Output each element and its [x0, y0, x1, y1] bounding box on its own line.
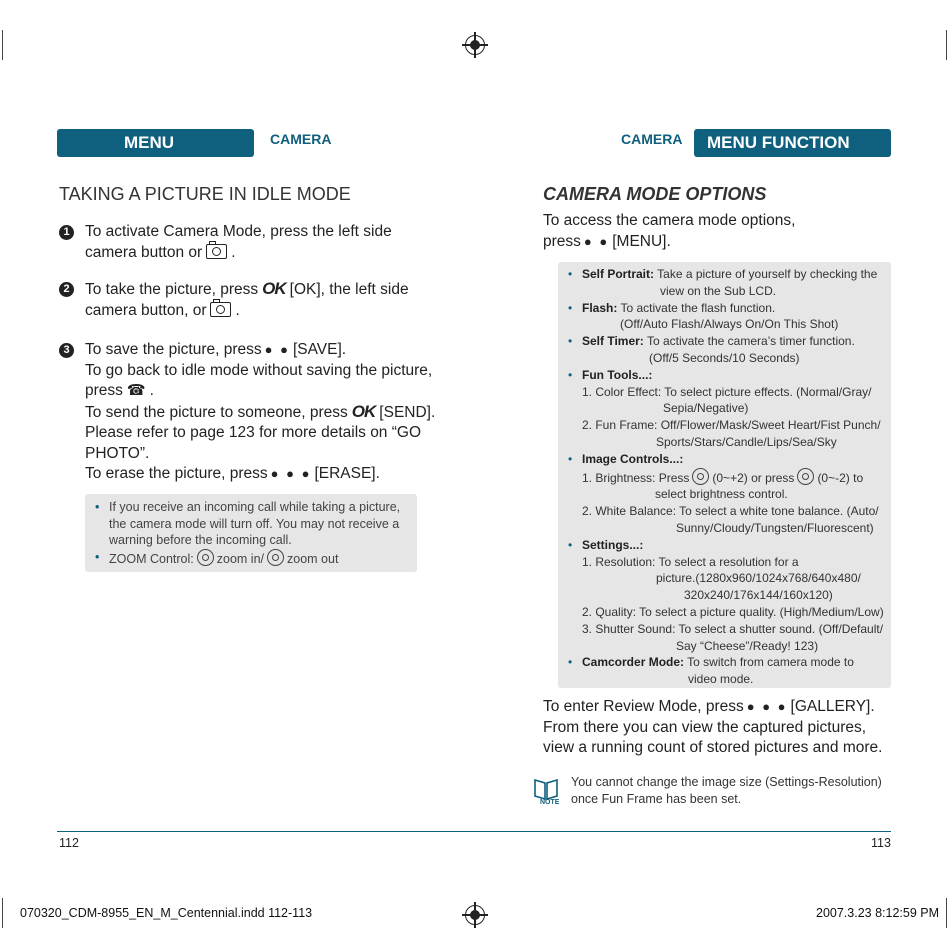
- step-3-line-7-text: To erase the picture, press: [85, 465, 268, 482]
- step-3-line-5: Please refer to page 123 for more details on “GO: [85, 424, 422, 441]
- fun-tools-label: Fun Tools...:: [582, 367, 653, 382]
- option-fun-tools: • Fun Tools...:: [568, 367, 653, 382]
- crop-mark-left-bottom: [2, 898, 3, 928]
- right-menu-function-label: MENU FUNCTION: [707, 133, 850, 152]
- img-white-balance: 2. White Balance: To select a white tone balance. (Auto/: [582, 504, 879, 519]
- ok-key-icon: OK: [351, 401, 376, 421]
- zoom-out-label: zoom out: [287, 551, 339, 566]
- registration-mark-bottom: [465, 905, 485, 925]
- right-intro: [543, 211, 795, 252]
- review-line-2: From there you can view the captured pictures,: [543, 718, 867, 736]
- flash-desc: To activate the flash function.: [620, 300, 776, 315]
- step-3-line-3-text: press: [85, 382, 123, 399]
- step-3-line-1-text: To save the picture, press: [85, 341, 262, 358]
- save-label: [SAVE].: [292, 341, 347, 358]
- step-2-line-2-text: camera button, or: [85, 301, 207, 319]
- set-resolution-3: 320x240/176x144/160x120): [684, 588, 833, 603]
- step-2-line-1: [85, 279, 409, 301]
- fun-frame-2: Sports/Stars/Candle/Lips/Sea/Sky: [656, 434, 837, 449]
- note-bullet-zoom: [95, 549, 407, 568]
- brightness-text-3: (0~-2) to: [817, 470, 864, 485]
- review-line-3: view a running count of stored pictures and more.: [543, 739, 883, 756]
- zoom-control-label: ZOOM Control:: [109, 551, 194, 566]
- three-dot-key-icon: ● ● ●: [746, 699, 788, 714]
- step-1-text: [85, 222, 392, 263]
- flash-label: Flash:: [582, 300, 618, 315]
- set-resolution-2: picture.(1280x960/1024x768/640x480/: [656, 571, 861, 586]
- right-camera-tag: CAMERA: [621, 131, 683, 147]
- step-1-line-2: [85, 243, 392, 264]
- slug-file-info: 070320_CDM-8955_EN_M_Centennial.indd 112-113: [20, 906, 313, 920]
- crop-mark-right-bottom: [946, 898, 947, 928]
- right-note-text: [571, 774, 882, 808]
- camera-options-box: [558, 262, 891, 688]
- step-3-line-4: [85, 402, 435, 424]
- brightness-text: 1. Brightness: Press: [582, 470, 690, 485]
- option-flash: • Flash: To activate the flash function.: [568, 300, 776, 315]
- img-brightness: [558, 468, 891, 487]
- self-portrait-desc: Take a picture of yourself by checking the: [657, 267, 878, 281]
- left-camera-tag: CAMERA: [270, 131, 332, 147]
- right-note-line-2: once Fun Frame has been set.: [571, 792, 742, 806]
- step-2-number: 2: [59, 282, 74, 297]
- review-line-1: [543, 697, 882, 718]
- nav-right-key-icon: [692, 468, 709, 485]
- nav-up-key-icon: [197, 549, 214, 566]
- set-resolution: 1. Resolution: To select a resolution for a: [582, 554, 799, 569]
- right-intro-press: press: [543, 232, 581, 250]
- right-intro-line-2: [543, 232, 795, 253]
- step-1-line-2-end: .: [231, 243, 236, 261]
- camcorder-label: Camcorder Mode:: [582, 655, 685, 670]
- step-3-line-3: [85, 381, 435, 402]
- self-timer-label: Self Timer:: [582, 334, 644, 349]
- option-settings: • Settings...:: [568, 537, 644, 552]
- img-white-balance-2: Sunny/Cloudy/Tungsten/Fluorescent): [676, 520, 874, 535]
- note-line-3: warning before the incoming call.: [109, 533, 292, 548]
- gallery-label: [GALLERY].: [790, 698, 875, 715]
- option-camcorder-mode: • Camcorder Mode: To switch from camera mode to: [568, 655, 854, 670]
- left-note-box: [85, 494, 417, 572]
- step-2-line-2: [85, 301, 409, 322]
- set-quality: 2. Quality: To select a picture quality. (High/Medium/Low): [582, 604, 884, 619]
- two-dot-key-icon: ● ●: [264, 342, 290, 357]
- nav-down-key-icon: [267, 549, 284, 566]
- flash-desc-2: (Off/Auto Flash/Always On/On This Shot): [620, 317, 839, 332]
- right-page-number: 113: [871, 836, 891, 850]
- menu-label: [MENU].: [612, 232, 671, 250]
- set-shutter-2: Say “Cheese”/Ready! 123): [676, 638, 819, 653]
- send-label: [SEND].: [379, 403, 436, 421]
- note-icon-label: NOTE: [540, 799, 560, 806]
- step-3-line-6: PHOTO”.: [85, 444, 150, 462]
- self-timer-desc: To activate the camera’s timer function.: [646, 334, 855, 349]
- option-image-controls: • Image Controls...:: [568, 451, 684, 466]
- left-menu-function-bar: [57, 129, 254, 180]
- note-bullet-incoming-call: [95, 499, 407, 549]
- image-controls-label: Image Controls...:: [582, 451, 684, 466]
- left-menu-function-label: MENU FUNCTION: [124, 133, 212, 180]
- step-3-text: [85, 340, 435, 485]
- step-1-number: 1: [59, 225, 74, 240]
- note-line-2: the camera mode will turn off. You may not receive a: [109, 516, 400, 531]
- left-section-title: TAKING A PICTURE IN IDLE MODE: [59, 184, 351, 204]
- brightness-text-2: (0~+2) or press: [712, 470, 795, 485]
- ok-key-icon: OK: [262, 279, 286, 298]
- slug-timestamp: 2007.3.23 8:12:59 PM: [816, 906, 940, 920]
- registration-mark-top: [465, 35, 485, 55]
- self-timer-desc-2: (Off/5 Seconds/10 Seconds): [649, 350, 800, 365]
- step-1-line-2-text: camera button or: [85, 243, 203, 261]
- right-menu-function-bar: [694, 129, 891, 157]
- right-note-line-1: You cannot change the image size (Settings-Resolution): [571, 775, 882, 789]
- review-text: To enter Review Mode, press: [543, 698, 744, 715]
- img-brightness-2: select brightness control.: [655, 487, 788, 502]
- right-section-title: CAMERA MODE OPTIONS: [543, 184, 767, 204]
- two-dot-key-icon: ● ●: [583, 233, 610, 249]
- erase-label: [ERASE].: [314, 465, 380, 482]
- step-2-line-2-end: .: [235, 301, 240, 319]
- option-self-portrait: • Self Portrait: Take a picture of yourself by checking the: [568, 267, 878, 281]
- option-self-timer: • Self Timer: To activate the camera’s timer function.: [568, 334, 855, 349]
- crop-mark-right-top: [946, 30, 947, 60]
- three-dot-key-icon: ● ● ●: [270, 466, 312, 481]
- crop-mark-left-top: [2, 30, 3, 60]
- zoom-in-label: zoom in/: [216, 551, 264, 566]
- settings-label: Settings...:: [582, 537, 644, 552]
- step-3-line-2: To go back to idle mode without saving the picture,: [85, 361, 433, 379]
- step-2-line-1-end: [OK], the left side: [289, 281, 409, 298]
- left-page-number: 112: [59, 836, 79, 850]
- fun-color-effect: 1. Color Effect: To select picture effects. (Normal/Gray/: [582, 384, 872, 399]
- step-3-line-4-text: To send the picture to someone, press: [85, 403, 348, 421]
- fun-color-effect-2: Sepia/Negative): [663, 401, 749, 416]
- step-3-line-7: [85, 464, 435, 485]
- footer-rule: [57, 831, 891, 832]
- camcorder-desc-2: video mode.: [688, 672, 754, 687]
- note-book-icon: [533, 777, 559, 807]
- end-key-icon: ☎: [126, 382, 146, 399]
- step-3-number: 3: [59, 343, 74, 358]
- camcorder-desc: To switch from camera mode to: [687, 655, 854, 670]
- step-1-line-1: To activate Camera Mode, press the left side: [85, 223, 392, 240]
- right-intro-line-1: To access the camera mode options,: [543, 212, 796, 229]
- self-portrait-label: Self Portrait:: [582, 267, 655, 281]
- review-mode-text: [543, 697, 882, 759]
- nav-left-key-icon: [797, 468, 814, 485]
- note-line-1: • If you receive an incoming call while taking a picture,: [109, 500, 401, 514]
- step-2-text: [85, 279, 409, 321]
- fun-frame: 2. Fun Frame: Off/Flower/Mask/Sweet Heart/Fist Punch/: [582, 418, 881, 433]
- self-portrait-desc-2: view on the Sub LCD.: [660, 283, 777, 298]
- step-3-line-3-end: .: [149, 382, 154, 399]
- set-shutter: 3. Shutter Sound: To select a shutter sound. (Off/Default/: [582, 621, 884, 636]
- step-2-line-1-text: To take the picture, press: [85, 281, 259, 298]
- step-3-line-1: [85, 340, 435, 361]
- camera-icon: [210, 302, 231, 317]
- camera-icon: [206, 244, 227, 259]
